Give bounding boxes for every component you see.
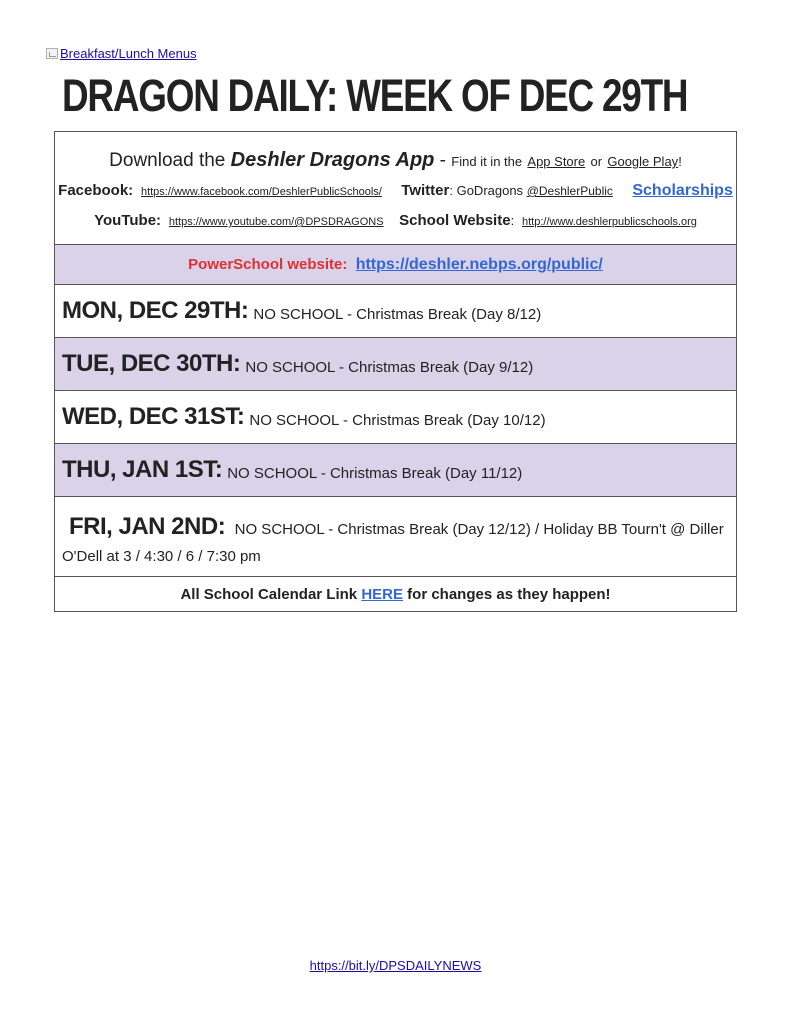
calendar-prefix: All School Calendar Link: [180, 586, 362, 603]
social-line: [55, 176, 736, 206]
scholarships-link[interactable]: Scholarships: [632, 182, 733, 199]
bang: !: [678, 154, 682, 169]
app-store-link[interactable]: App Store: [527, 154, 586, 169]
daily-news-link[interactable]: [0, 958, 791, 973]
twitter-handle-link[interactable]: @DeshlerPublic: [526, 184, 613, 198]
day-row-mon: [55, 284, 736, 337]
powerschool-label: PowerSchool website:: [188, 256, 348, 273]
day-label: MON, DEC 29TH:: [62, 297, 249, 324]
facebook-link[interactable]: https://www.facebook.com/DeshlerPublicSchools/: [140, 186, 382, 198]
page-title: DRAGON DAILY: WEEK OF DEC 29TH: [62, 70, 688, 121]
dash: -: [434, 150, 452, 171]
facebook-label: Facebook:: [58, 182, 134, 199]
youtube-website-line: [55, 206, 736, 236]
day-row-thu: [55, 443, 736, 496]
day-row-fri: [55, 496, 736, 576]
day-label: THU, JAN 1ST:: [62, 456, 223, 483]
calendar-suffix: for changes as they happen!: [403, 586, 611, 603]
day-label: FRI, JAN 2ND:: [69, 513, 226, 540]
schedule-table: [54, 131, 737, 612]
app-name: Deshler Dragons App: [230, 149, 435, 171]
day-text: NO SCHOOL - Christmas Break (Day 11/12): [227, 464, 523, 482]
calendar-row: [55, 576, 736, 611]
day-label: TUE, DEC 30TH:: [62, 350, 241, 377]
twitter-text: : GoDragons: [449, 183, 527, 198]
powerschool-row: [55, 244, 736, 284]
website-colon: :: [510, 213, 515, 228]
day-text: NO SCHOOL - Christmas Break (Day 8/12): [253, 305, 542, 323]
day-text: NO SCHOOL - Christmas Break (Day 9/12): [245, 358, 534, 376]
find-text: Find it in the: [451, 154, 523, 169]
breakfast-lunch-menus-link[interactable]: [46, 46, 197, 61]
day-text: NO SCHOOL - Christmas Break (Day 10/12): [249, 411, 546, 429]
download-prefix: Download the: [109, 150, 226, 171]
twitter-label: Twitter: [401, 182, 450, 199]
or-text: or: [590, 154, 603, 169]
day-row-tue: [55, 337, 736, 390]
youtube-label: YouTube:: [94, 212, 162, 229]
app-download-line: [55, 146, 736, 176]
daily-news-link-label: https://bit.ly/DPSDAILYNEWS: [309, 958, 482, 973]
day-label: WED, DEC 31ST:: [62, 403, 245, 430]
powerschool-link[interactable]: https://deshler.nebps.org/public/: [355, 256, 603, 273]
image-icon: [46, 48, 58, 59]
day-text: NO SCHOOL - Christmas Break (Day 12/12) / Holiday BB Tourn't @ Diller O'Dell at 3 / 4:30 / 6 / 7:30 pm: [62, 521, 724, 565]
website-label: School Website: [399, 212, 511, 229]
website-link[interactable]: http://www.deshlerpublicschools.org: [521, 216, 697, 228]
youtube-link[interactable]: https://www.youtube.com/@DPSDRAGONS: [168, 216, 384, 228]
day-row-wed: [55, 390, 736, 443]
info-section: [55, 132, 736, 244]
calendar-here-link[interactable]: HERE: [361, 586, 403, 603]
google-play-link[interactable]: Google Play: [607, 154, 679, 169]
breakfast-lunch-menus-label: Breakfast/Lunch Menus: [60, 46, 197, 61]
